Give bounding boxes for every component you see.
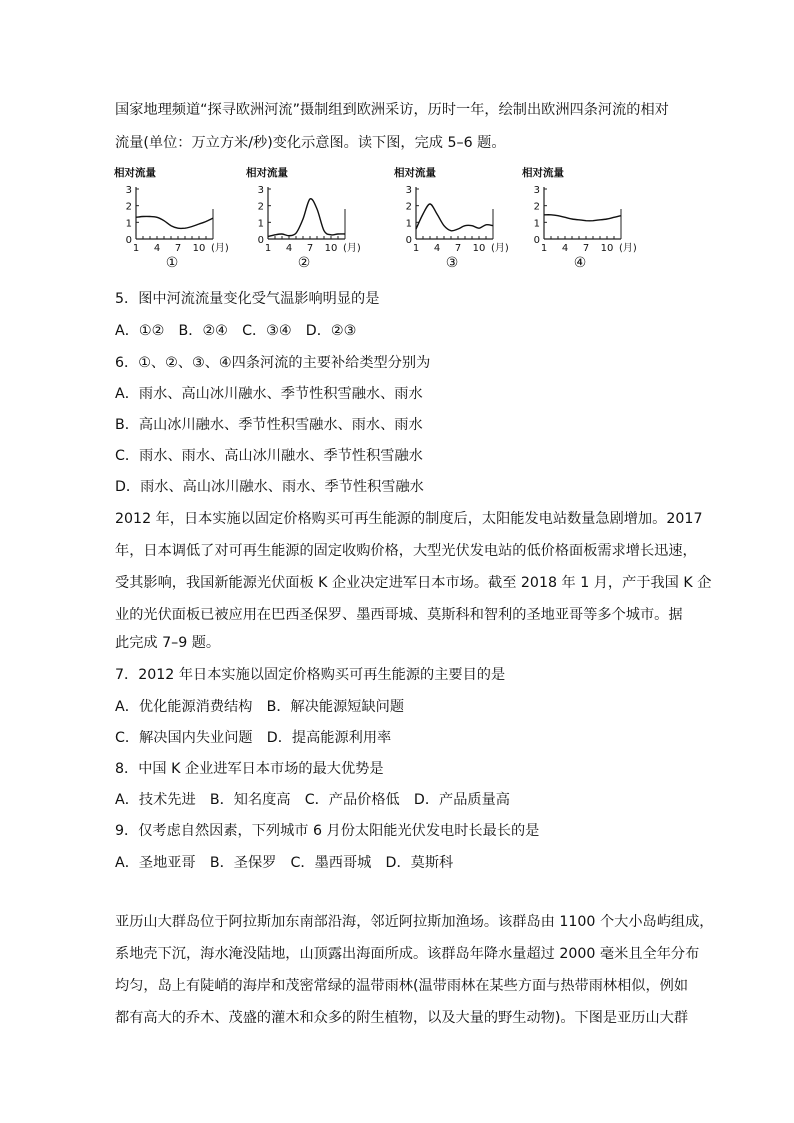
question-8: 8．中国 K 企业进军日本市场的最大优势是: [115, 761, 384, 777]
river-flow-chart-2: [244, 163, 362, 275]
passage-2-line-2: 年，日本调低了对可再生能源的固定收购价格，大型光伏发电站的低价格面板需求增长迅速，: [115, 543, 697, 559]
x-tick-label: 4: [153, 243, 161, 254]
x-tick-label: 4: [561, 243, 569, 254]
y-tick-label: 3: [533, 185, 540, 196]
question-9: 9．仅考虑自然因素，下列城市 6 月份太阳能光伏发电时长最长的是: [115, 823, 540, 839]
question-9-options: A．圣地亚哥 B．圣保罗 C．墨西哥城 D．莫斯科: [115, 855, 454, 871]
x-tick-label: 10: [472, 243, 486, 254]
y-axis-label: 相对流量: [522, 167, 564, 179]
x-tick-label: 10: [192, 243, 206, 254]
chart-number-label: ③: [445, 255, 459, 271]
x-axis-unit: (月): [491, 243, 509, 254]
y-tick-label: 2: [405, 201, 412, 213]
y-tick-label: 1: [405, 218, 412, 230]
chart-number-label: ④: [573, 255, 587, 271]
passage-3-line-3: 均匀，岛上有陡峭的海岸和茂密常绿的温带雨林(温带雨林在某些方面与热带雨林相似，例如: [115, 978, 689, 994]
x-axis-unit: (月): [619, 243, 637, 254]
question-5: 5．图中河流流量变化受气温影响明显的是: [115, 291, 380, 307]
x-tick-label: 10: [600, 243, 614, 254]
x-tick-label: 7: [174, 243, 182, 254]
x-tick-label: 7: [454, 243, 462, 254]
chart-number-label: ①: [165, 255, 179, 271]
y-tick-label: 0: [533, 235, 540, 246]
question-6-option-c: C．雨水、雨水、高山冰川融水、季节性积雪融水: [115, 448, 423, 464]
river-flow-chart-1: [112, 163, 230, 275]
y-tick-label: 2: [257, 201, 264, 213]
y-tick-label: 2: [125, 201, 132, 213]
river-flow-chart-4: [520, 163, 638, 275]
passage-3-line-1: 亚历山大群岛位于阿拉斯加东南部沿海，邻近阿拉斯加渔场。该群岛由 1100 个大小岛屿组成，: [115, 914, 714, 930]
y-tick-label: 1: [125, 218, 132, 230]
y-tick-label: 2: [533, 201, 540, 213]
passage-2-line-4: 业的光伏面板已被应用在巴西圣保罗、墨西哥城、莫斯科和智利的圣地亚哥等多个城市。据: [115, 607, 683, 623]
question-6-option-a: A．雨水、高山冰川融水、季节性积雪融水、雨水: [115, 386, 423, 402]
y-axis-label: 相对流量: [394, 167, 436, 179]
flow-curve: [544, 215, 621, 221]
passage-3-line-2: 系地壳下沉，海水淹没陆地，山顶露出海面所成。该群岛年降水量超过 2000 毫米且全年分布: [115, 946, 700, 962]
x-axis-unit: (月): [343, 243, 361, 254]
x-tick-label: 7: [582, 243, 590, 254]
river-flow-charts: [112, 163, 652, 275]
chart-number-label: ②: [297, 255, 311, 271]
x-tick-label: 4: [285, 243, 293, 254]
flow-curve: [416, 204, 493, 231]
y-axis-label: 相对流量: [246, 167, 288, 179]
question-8-options: A．技术先进 B．知名度高 C．产品价格低 D．产品质量高: [115, 792, 510, 808]
y-tick-label: 3: [405, 185, 412, 196]
x-tick-label: 1: [132, 243, 140, 254]
passage-2-line-1: 2012 年，日本实施以固定价格购买可再生能源的制度后，太阳能发电站数量急剧增加。2017: [115, 511, 703, 527]
y-axis-label: 相对流量: [114, 167, 156, 179]
y-tick-label: 0: [405, 235, 412, 246]
y-tick-label: 3: [257, 185, 264, 196]
y-tick-label: 1: [257, 218, 264, 230]
question-7-options-cd: C．解决国内失业问题 D．提高能源利用率: [115, 730, 392, 746]
question-5-options: A．①② B．②④ C．③④ D．②③: [115, 323, 357, 339]
x-axis-unit: (月): [211, 243, 229, 254]
y-tick-label: 1: [533, 218, 540, 230]
x-tick-label: 1: [264, 243, 272, 254]
x-tick-label: 10: [324, 243, 338, 254]
intro-line-2: 流量(单位：万立方米/秒)变化示意图。读下图，完成 5–6 题。: [115, 135, 506, 151]
passage-3-line-4: 都有高大的乔木、茂盛的灌木和众多的附生植物，以及大量的野生动物)。下图是亚历山大群: [115, 1010, 689, 1026]
question-6: 6．①、②、③、④四条河流的主要补给类型分别为: [115, 355, 431, 371]
passage-2-line-3: 受其影响，我国新能源光伏面板 K 企业决定进军日本市场。截至 2018 年 1 月，产于我国 K 企: [115, 575, 712, 591]
passage-2-line-5: 此完成 7–9 题。: [115, 635, 221, 651]
question-6-option-d: D．雨水、高山冰川融水、雨水、季节性积雪融水: [115, 479, 424, 495]
x-tick-label: 1: [412, 243, 420, 254]
x-tick-label: 4: [433, 243, 441, 254]
question-7-options-ab: A．优化能源消费结构 B．解决能源短缺问题: [115, 699, 405, 715]
question-7: 7．2012 年日本实施以固定价格购买可再生能源的主要目的是: [115, 667, 506, 683]
y-tick-label: 3: [125, 185, 132, 196]
y-tick-label: 0: [125, 235, 132, 246]
x-tick-label: 1: [540, 243, 548, 254]
x-tick-label: 7: [306, 243, 314, 254]
y-tick-label: 0: [257, 235, 264, 246]
river-flow-chart-3: [392, 163, 510, 275]
flow-curve: [136, 216, 213, 228]
intro-line-1: 国家地理频道“探寻欧洲河流”摄制组到欧洲采访，历时一年，绘制出欧洲四条河流的相对: [115, 102, 669, 118]
flow-curve: [268, 199, 345, 237]
question-6-option-b: B．高山冰川融水、季节性积雪融水、雨水、雨水: [115, 417, 423, 433]
